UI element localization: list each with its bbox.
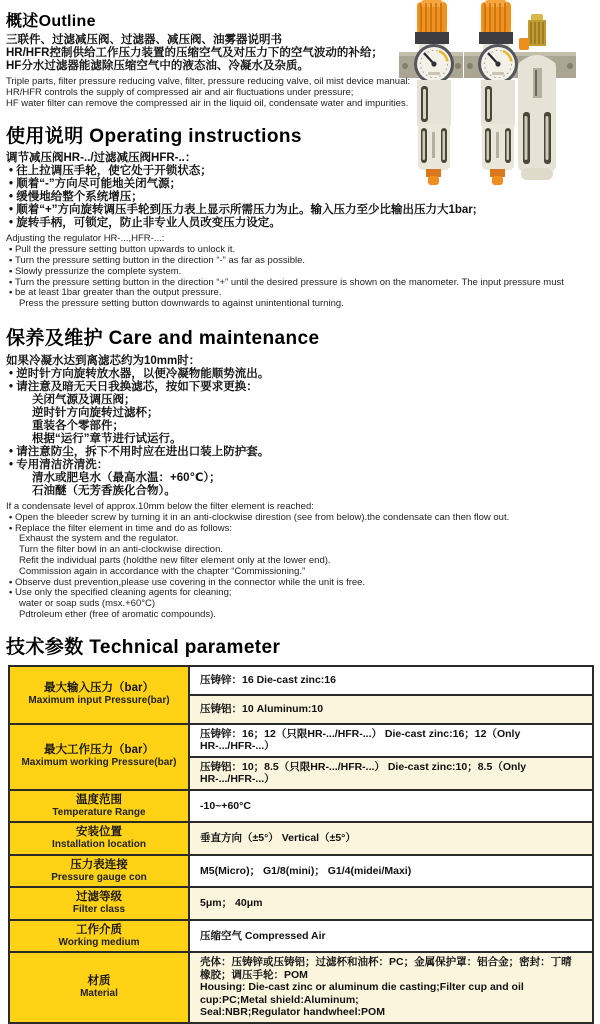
param-value-line: 壳体：压铸锌或压铸铝；过滤杯和油杯：PC；金属保护罩：铝合金；密封：丁晴橡胶；调压手轮：POM (200, 956, 572, 981)
param-label (9, 724, 189, 790)
param-label-zh: 过滤等级 (76, 891, 122, 904)
param-value-line: -10~+60°C (200, 799, 251, 812)
param-value-line: M5(Micro)； G1/8(mini)； G1/4(midei/Maxi) (200, 864, 412, 877)
table-row (9, 724, 593, 757)
param-value-line: 压铸铝：10；8.5（只限HR-.../HFR-...） Die-cast zinc:10；8.5（Only HR-.../HFR-...） (200, 760, 527, 786)
text-line: 逆时针方向旋转过滤杯； (32, 406, 159, 419)
text-line: HR/HFR controls the supply of compressed air and air fluctuations under pressure; (6, 86, 354, 98)
text-line: 根据“运行”章节进行试运行。 (32, 432, 182, 445)
text-line: Exhaust the system and the regulator. (19, 533, 179, 545)
text-line: • Turn the pressure setting button in the direction “+” until the desired pressure is shown on the manometer. The input pressure must (6, 278, 594, 289)
text-line: Press the pressure setting button downwards to against unintentional turning. (19, 298, 344, 310)
param-value-line: 压铸铝：10 Aluminum:10 (200, 702, 324, 715)
text-line: 关闭气源及调压阀； (32, 393, 136, 406)
text-line: Adjusting the regulator HR-...,HFR-...: (6, 233, 165, 245)
operating-zh-paragraph (6, 152, 594, 230)
text-line: • 旋转手柄，可锁定，防止非专业人员改变压力设定。 (6, 217, 594, 230)
text-line: HF分水过滤器能滤除压缩空气中的液态油、冷凝水及杂质。 (6, 60, 309, 72)
param-label-en: Installation location (52, 839, 146, 851)
table-row (9, 920, 593, 953)
param-label-en: Maximum working Pressure(bar) (21, 757, 177, 769)
text-line: 重装各个零部件； (32, 419, 124, 432)
param-label-zh: 材质 (87, 975, 111, 988)
technical-parameter-heading: 技术参数 Technical parameter (6, 636, 281, 658)
text-line: HF water filter can remove the compressed air in the liquid oil, condensate water and impurities. (6, 97, 409, 109)
param-label-zh: 压力表连接 (70, 858, 128, 871)
text-line: • Open the bleeder screw by turning it in an anti-clockwise direstion (see from below).the condensate can then flow out. (6, 513, 594, 524)
text-line: 石油醚（无芳香族化合物）。 (32, 484, 176, 497)
param-value (189, 790, 593, 823)
text-line: 三联件、过滤减压阀、过滤器、减压阀、油雾器说明书 (6, 34, 282, 46)
operating-en-paragraph (6, 234, 594, 310)
outline-heading: 概述Outline (6, 13, 96, 30)
param-label (9, 887, 189, 920)
param-value (189, 887, 593, 920)
outline-zh-paragraph (6, 34, 594, 73)
text-line: • 专用清洁济清洗： (6, 459, 594, 472)
param-label (9, 666, 189, 724)
param-value (189, 724, 593, 757)
text-line: • Slowly pressurize the complete system. (6, 267, 594, 278)
text-line: Commission again in accordance with the chapter “Commissioning.” (19, 565, 306, 577)
param-label-en: Maximum input Pressure(bar) (28, 695, 170, 707)
param-value-line: 5μm； 40μm (200, 897, 263, 910)
param-value-line: 垂直方向（±5°） Vertical（±5°） (200, 832, 356, 845)
param-label-en: Temperature Range (52, 806, 146, 818)
param-value-line: 压铸锌：16；12（只限HR-.../HFR-...） Die-cast zinc:16；12（Only HR-.../HFR-...） (200, 727, 521, 753)
text-line: • 往上拉调压手轮，使它处于开锁状态； (6, 165, 594, 178)
param-value-line: Housing: Die-cast zinc or aluminum die casting;Filter cup and oil cup:PC;Metal shield:Aluminum; (200, 981, 524, 1006)
param-label (9, 790, 189, 823)
text-line: • 逆时针方向旋转放水器，以便冷凝物能顺势流出。 (6, 368, 594, 381)
param-value (189, 822, 593, 855)
text-line: • Turn the pressure setting button in the direction “-” as far as possible. (6, 256, 594, 267)
param-label-en: Working medium (58, 936, 140, 948)
text-line: • 缓慢地给整个系统增压； (6, 191, 594, 204)
param-value-line: 压缩空气 Compressed Air (200, 929, 326, 942)
table-row (9, 952, 593, 1023)
param-label-en: Pressure gauge con (51, 871, 147, 883)
text-line: • 顺着“+”方向旋转调压手轮到压力表上显示所需压力为止。输入压力至少比输出压力大1bar; (6, 204, 594, 217)
text-line: HR/HFR控制供给工作压力装置的压缩空气及对压力下的空气波动的补给； (6, 47, 383, 59)
param-label-zh: 安装位置 (76, 826, 122, 839)
text-line: 调节减压阀HR-../过滤减压阀HFR-..： (6, 152, 197, 165)
text-line: 清水或肥皂水（最高水温：+60℃）； (32, 471, 221, 484)
outline-en-paragraph (6, 77, 594, 109)
table-row (9, 790, 593, 823)
care-en-paragraph (6, 502, 594, 621)
text-line: • Observe dust prevention,please use covering in the connector while the unit is free. (6, 578, 594, 589)
text-line: water or soap suds (msx.+60°C) (19, 598, 156, 610)
care-zh-paragraph (6, 355, 594, 498)
param-label (9, 952, 189, 1023)
text-line: • Use only the specified cleaning agents for cleaning; (6, 588, 594, 599)
param-label (9, 920, 189, 953)
operating-heading: 使用说明 Operating instructions (6, 126, 302, 148)
text-line: Refit the individual parts (holdthe new filter element only at the lower end). (19, 554, 331, 566)
param-label-zh: 最大输入压力（bar） (44, 682, 154, 695)
text-line: • Pull the pressure setting button upwards to unlock it. (6, 245, 594, 256)
param-label-zh: 最大工作压力（bar） (44, 744, 154, 757)
table-row (9, 887, 593, 920)
text-line: • 请注意防尘，拆下不用时应在进出口装上防护套。 (6, 446, 594, 459)
param-label-en: Material (80, 988, 118, 1000)
table-row (9, 666, 593, 695)
param-value (189, 952, 593, 1023)
text-line: If a condensate level of approx.10mm below the filter element is reached: (6, 500, 314, 512)
table-row (9, 822, 593, 855)
text-line: Triple parts, filter pressure reducing valve, filter, pressure reducing valve, oil mist device manual: (6, 76, 411, 87)
param-label-zh: 工作介质 (76, 923, 122, 936)
param-value (189, 695, 593, 724)
text-line: • Replace the filter element in time and do as follows: (6, 524, 594, 535)
param-label-en: Filter class (72, 904, 126, 916)
text-line: 如果冷凝水达到离滤芯约为10mm时： (6, 354, 201, 367)
text-line: • be at least 1bar greater than the output pressure. (6, 288, 594, 299)
param-label-zh: 温度范围 (76, 793, 122, 806)
technical-parameter-table (8, 665, 594, 1024)
text-line: Pdtroleum ether (free of aromatic compounds). (19, 608, 216, 620)
text-line: Turn the filter bowl in an anti-clockwise direction. (19, 544, 223, 556)
text-line: • 请注意及暗无天日我换滤芯，按如下要求更换： (6, 381, 594, 394)
param-value (189, 920, 593, 953)
text-line: • 顺着“-”方向尽可能地关闭气源； (6, 178, 594, 191)
care-heading: 保养及维护 Care and maintenance (6, 327, 320, 349)
param-value (189, 666, 593, 695)
param-value (189, 855, 593, 888)
param-value (189, 757, 593, 790)
table-row (9, 855, 593, 888)
param-label (9, 822, 189, 855)
param-value-line: 压铸锌：16 Die-cast zinc:16 (200, 673, 336, 686)
param-label (9, 855, 189, 888)
param-value-line: Seal:NBR;Regulator handwheel:POM (200, 1006, 385, 1019)
